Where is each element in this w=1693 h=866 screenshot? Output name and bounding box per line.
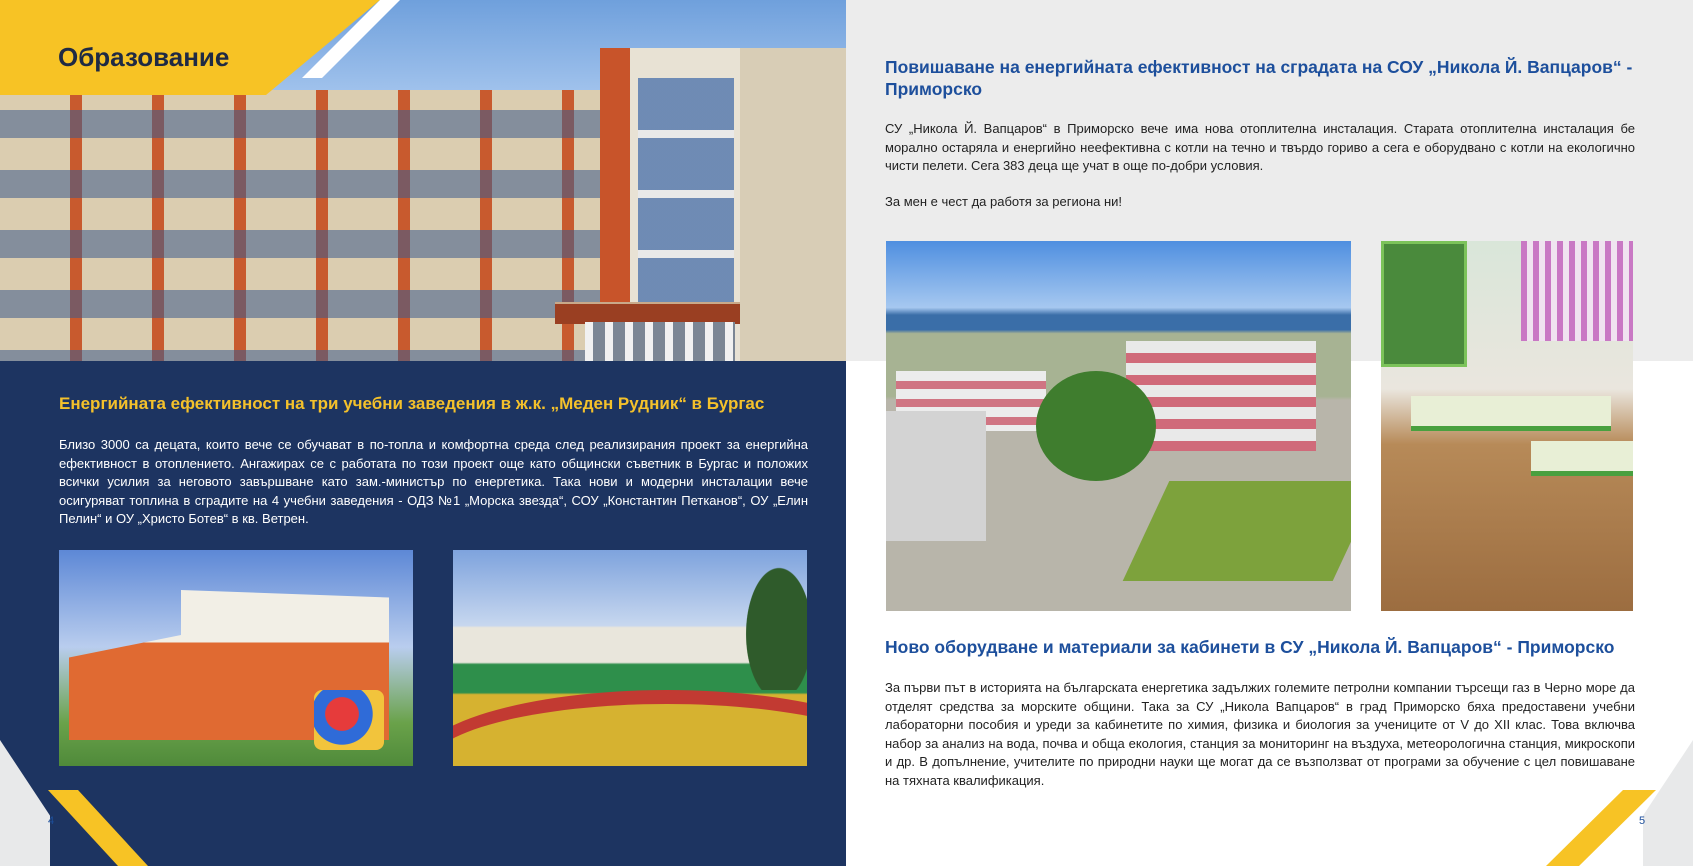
- corner-decoration-gray: [1643, 740, 1693, 866]
- page-number: 5: [1639, 815, 1646, 827]
- photo-trees: [737, 550, 807, 690]
- aerial-school-photo: [886, 241, 1351, 611]
- kindergarten-photo: [59, 550, 413, 766]
- section-title: Образование: [58, 42, 230, 72]
- article-heading-primorsko-energy: Повишаване на енергийната ефективност на сградата на СОУ „Никола Й. Вапцаров“ - Приморско: [885, 57, 1633, 99]
- photo-gray-block: [886, 411, 986, 541]
- article-body-primorsko-equipment: За първи път в историята на българската енергетика задължих големите петролни компании търсещи газ в Черно море да отделят средства за морските общини. Така за СУ „Никола Вапцаров“ в град Приморско бяха предоставени учебни лабораторни пособия и уреди за кабинетите по химия, физика и биология за учениците от V до XII клас. Това включва набор за анализ на вода, почва и обща екология, станция за мониторинг на въздуха, метеорологична станция, микроскопи и др. В допълнение, учителите по природни науки ще могат да се възползват от програми за обучение с цел повишаване на тяхната квалификация.: [885, 680, 1635, 788]
- page-number: 4: [48, 815, 55, 827]
- photo-school-sign: [555, 302, 740, 324]
- left-page: [0, 0, 846, 866]
- photo-playground: [314, 690, 384, 750]
- article-closing-line: За мен е чест да работя за региона ни!: [885, 194, 1123, 209]
- photo-desk: [1411, 396, 1611, 431]
- article-body-burgas: Близо 3000 са децата, които вече се обучават в по-топла и комфортна среда след реализирания проект за енергийна ефективност в отоплението. Ангажирах се с работата по този проект още като общински съветник в Бургас и положих всички усилия за неговото завършване като зам.-министър по енергетика. Така нови и модерни инсталации вече осигуряват топлина в сградите на 4 учебни заведения - ОДЗ №1 „Морска звезда“, СОУ „Константин Петканов“, ОУ „Елин Пелин“ и ОУ „Христо Ботев“ в кв. Ветрен.: [59, 437, 808, 526]
- corner-decoration-yellow: [48, 790, 148, 866]
- photo-building-facade: [0, 90, 640, 361]
- article-body-primorsko-energy: СУ „Никола Й. Вапцаров“ в Приморско вече има нова отоплителна инсталация. Старата отоплителна инсталация бе морално остаряла и енергийно неефективна с котли на течно и твърдо гориво а сега е оборудвано с котли на екологично чисти пелети. Сега 383 деца ще учат в още по-добри условия.: [885, 121, 1635, 173]
- corner-decoration-yellow: [1546, 790, 1656, 866]
- article-heading-primorsko-equipment: Ново оборудване и материали за кабинети в СУ „Никола Й. Вапцаров“ - Приморско: [885, 637, 1615, 657]
- corner-decoration-gray: [0, 740, 50, 866]
- photo-entrance: [585, 322, 735, 361]
- article-heading-burgas: Енергийната ефективност на три учебни заведения в ж.к. „Меден Рудник“ в Бургас: [59, 394, 765, 413]
- photo-desk: [1531, 441, 1633, 476]
- photo-cabinet: [1381, 241, 1467, 367]
- photo-tree: [1036, 371, 1156, 481]
- school-stadium-photo: [453, 550, 807, 766]
- classroom-photo: [1381, 241, 1633, 611]
- photo-lawn: [1123, 481, 1351, 581]
- photo-running-track: [453, 690, 807, 766]
- right-page: [846, 0, 1693, 866]
- photo-curtain: [1521, 241, 1633, 341]
